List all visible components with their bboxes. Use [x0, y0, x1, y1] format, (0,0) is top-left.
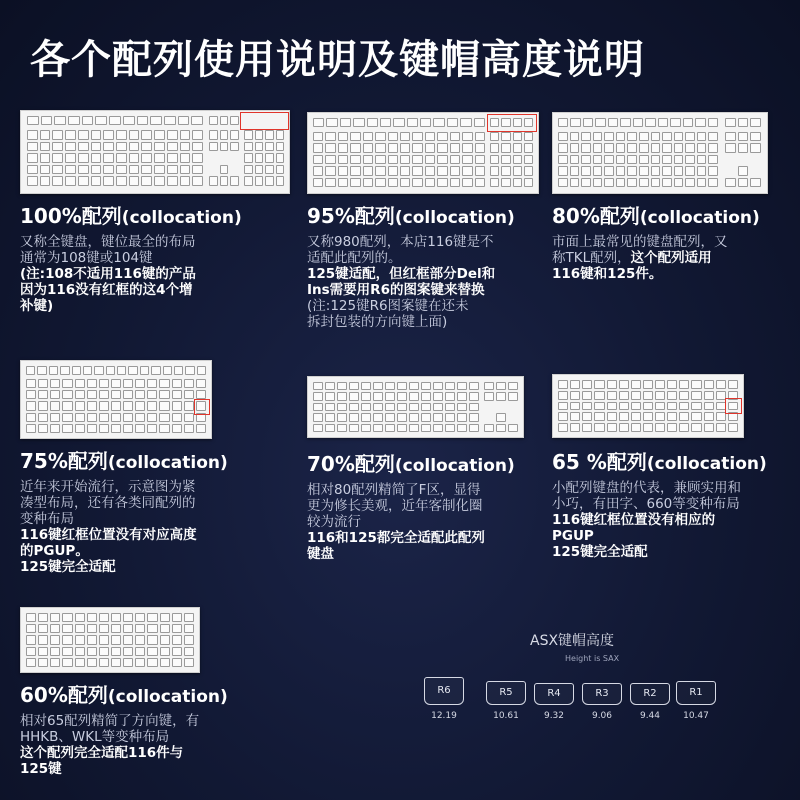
- keyboard-diagram-95: [307, 112, 539, 194]
- keycap-label: R5: [486, 681, 526, 705]
- layout-description: 又称全键盘，键位最全的布局 通常为108键或104键 (注:108不适用116键的产品 因为116没有红框的这4个增 补键): [20, 234, 196, 314]
- keycap-label: R4: [534, 683, 574, 705]
- keycap-row: [486, 681, 526, 721]
- keycap-value: 10.61: [493, 711, 519, 721]
- layout-heading: 75%配列(collocation): [20, 449, 228, 473]
- keycap-row: [676, 681, 716, 721]
- layout-75: [20, 360, 260, 575]
- keyboard-diagram-70: [307, 376, 524, 438]
- layout-description: 相对80配列精简了F区，显得 更为修长美观，近年客制化圈 较为流行 116和125都完全适配此配列 键盘: [307, 482, 485, 562]
- keycap-label: R2: [630, 683, 670, 705]
- layout-60: [20, 607, 260, 777]
- keyboard-diagram-100: [20, 110, 290, 194]
- layout-80: [552, 112, 792, 282]
- keycap-label: R6: [424, 677, 464, 705]
- keycap-value: 9.32: [543, 711, 565, 721]
- layout-heading: 60%配列(collocation): [20, 683, 228, 707]
- layout-description: 相对65配列精简了方向键，有 HHKB、WKL等变种布局 这个配列完全适配116件与 125键: [20, 713, 200, 777]
- layout-70: [307, 376, 547, 562]
- highlight-box: [725, 398, 742, 414]
- layout-heading: 70%配列(collocation): [307, 452, 515, 476]
- keycap-row: [534, 681, 574, 721]
- highlight-box: [194, 399, 210, 415]
- keycap-row: [630, 681, 670, 721]
- keycap-height-title: ASX键帽高度: [530, 633, 615, 649]
- highlight-box: [240, 112, 289, 130]
- keycap-value: 10.47: [683, 711, 709, 721]
- page-title: 各个配列使用说明及键帽高度说明: [30, 37, 645, 83]
- keycap-label: R1: [676, 681, 716, 705]
- keycap-row: [582, 681, 622, 721]
- keyboard-diagram-65: [552, 374, 744, 438]
- keyboard-diagram-80: [552, 112, 768, 194]
- layout-heading: 95%配列(collocation): [307, 204, 515, 228]
- keycap-label: R3: [582, 683, 622, 705]
- layout-65: [552, 374, 792, 560]
- layout-100: [20, 110, 295, 314]
- layout-heading: 65 %配列(collocation): [552, 450, 767, 474]
- keyboard-diagram-75: [20, 360, 212, 439]
- keycap-row: [424, 681, 464, 721]
- layout-description: 小配列键盘的代表，兼顾实用和 小巧，有田字、660等变种布局 116键红框位置没有相应的 PGUP 125键完全适配: [552, 480, 741, 560]
- layout-heading: 100%配列(collocation): [20, 204, 242, 228]
- keyboard-diagram-60: [20, 607, 200, 673]
- keycap-value: 9.06: [591, 711, 613, 721]
- layout-description: 又称980配列，本店116键是不 适配此配列的。 125键适配，但红框部分Del和 Ins需要用R6的图案键来替换 (注:125键R6图案键在还未 拆封包装的方向键上面): [307, 234, 496, 330]
- keycap-value: 12.19: [431, 711, 457, 721]
- layout-description: 市面上最常见的键盘配列，又 称TKL配列，这个配列适用 116键和125件。: [552, 234, 728, 282]
- keycap-value: 9.44: [639, 711, 661, 721]
- layout-95: [307, 112, 547, 330]
- layout-description: 近年来开始流行，示意图为紧 凑型布局，还有各类同配列的 变种布局 116键红框位置没有对应高度 的PGUP。 125键完全适配: [20, 479, 197, 575]
- keycap-height-subtitle: Height is SAX: [565, 654, 620, 663]
- highlight-box: [487, 114, 537, 132]
- layout-heading: 80%配列(collocation): [552, 204, 760, 228]
